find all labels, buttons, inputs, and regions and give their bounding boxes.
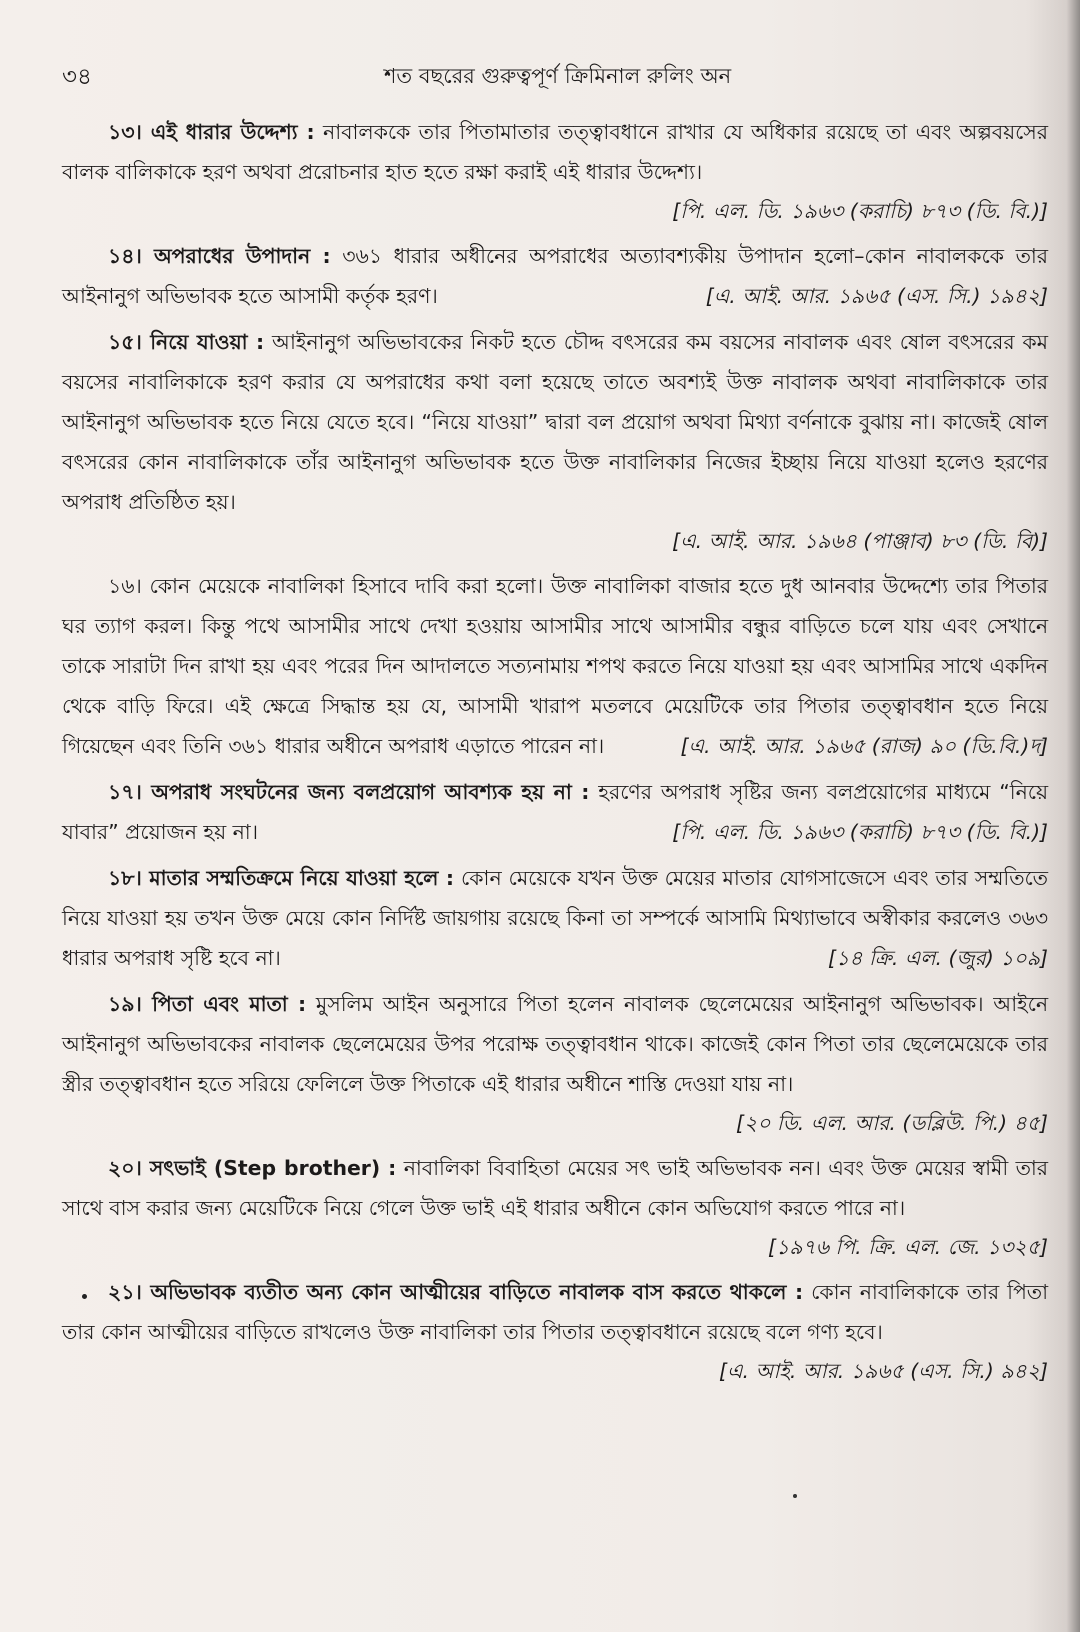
citation: [এ. আই. আর. ১৯৬৫ (এস. সি.) ১৯৪২]: [705, 284, 1048, 308]
paragraph-17: [62, 772, 1048, 852]
paragraph-text: মুসলিম আইন অনুসারে পিতা হলেন নাবালক ছেলেমেয়ের আইনানুগ অভিভাবক। আইনে আইনানুগ অভিভাবকের নাবালক ছেলেমেয়ের উপর পরোক্ষ তত্ত্বাবধান থাকে। কাজেই কোন পিতা তার ছেলেমেয়েকে তার স্ত্রীর তত্ত্বাবধান হতে সরিয়ে ফেলিলে উক্ত পিতাকে এই ধারার অধীনে শাস্তি দেওয়া যায় না।: [62, 992, 1048, 1096]
paragraph-text: কোন মেয়েকে যখন উক্ত মেয়ের মাতার যোগসাজেসে এবং তার সম্মতিতে নিয়ে যাওয়া হয় তখন উক্ত মেয়ে কোন নির্দিষ্ট জায়গায় রয়েছে কিনা তা সম্পর্কে আসামি মিথ্যাভাবে অস্বীকার করলেও ৩৬৩ ধারার অপরাধ সৃষ্টি হবে না।: [62, 866, 1048, 970]
paragraph-heading: ১৪। অপরাধের উপাদান :: [108, 244, 331, 268]
citation: [পি. এল. ডি. ১৯৬৩ (করাচি) ৮৭৩ (ডি. বি.)]: [672, 199, 1048, 223]
paragraph-20: [62, 1148, 1048, 1228]
paragraph-heading: ১৩। এই ধারার উদ্দেশ্য :: [108, 120, 315, 144]
paragraph-21: [62, 1272, 1048, 1352]
citation: [১৯৭৬ পি. ক্রি. এল. জে. ১৩২৫]: [768, 1235, 1048, 1259]
paragraph-15: [62, 322, 1048, 522]
ink-speck: [82, 1294, 87, 1299]
page-number: ৩৪: [62, 64, 92, 90]
paragraph-text: নাবালিকা বিবাহিতা মেয়ের সৎ ভাই অভিভাবক নন। এবং উক্ত মেয়ের স্বামী তার সাথে বাস করার জন্য মেয়েটিকে নিয়ে গেলে উক্ত ভাই এই ধারার অধীনে কোন অভিযোগ করতে পারে না।: [62, 1156, 1048, 1220]
paragraph-14: [62, 236, 1048, 316]
paragraph-16: [62, 566, 1048, 766]
citation: [১৪ ক্রি. এল. (জুর) ১০৯]: [828, 946, 1048, 970]
paragraph-heading: ২১। অভিভাবক ব্যতীত অন্য কোন আত্মীয়ের বাড়িতে নাবালক বাস করতে থাকলে :: [108, 1280, 804, 1304]
citation: [এ. আই. আর. ১৯৬৫ (রাজ) ৯০ (ডি.বি.)দ]: [680, 734, 1048, 758]
paragraph-heading: ১৭। অপরাধ সংঘটনের জন্য বলপ্রয়োগ আবশ্যক হয় না :: [108, 780, 590, 804]
paragraph-text: নাবালককে তার পিতামাতার তত্ত্বাবধানে রাখার যে অধিকার রয়েছে তা এবং অল্পবয়সের বালক বালিকাকে হরণ অথবা প্ররোচনার হাত হতে রক্ষা করাই এই ধারার উদ্দেশ্য।: [62, 120, 1048, 184]
paragraph-19: [62, 984, 1048, 1104]
paragraph-heading: ২০। সৎভাই (Step brother) :: [108, 1156, 397, 1180]
citation: [এ. আই. আর. ১৯৬৪ (পাঞ্জাব) ৮৩ (ডি. বি)]: [672, 529, 1048, 553]
page-body: [62, 112, 1048, 1396]
paragraph-text: আইনানুগ অভিভাবকের নিকট হতে চৌদ্দ বৎসরের কম বয়সের নাবালক এবং ষোল বৎসরের কম বয়সের নাবালিকাকে হরণ করার যে অপরাধের কথা বলা হয়েছে তাতে অবশ্যই উক্ত নাবালক অথবা নাবালিকাকে তার আইনানুগ অভিভাবক হতে নিয়ে যেতে হবে। “নিয়ে যাওয়া” দ্বারা বল প্রয়োগ অথবা মিথ্যা বর্ণনাকে বুঝায় না। কাজেই ষোল বৎসরের কোন নাবালিকাকে তাঁর আইনানুগ অভিভাবক হতে উক্ত নাবালিকার নিজের ইচ্ছায় নিয়ে যাওয়া হলেও হরণের অপরাধ প্রতিষ্ঠিত হয়।: [62, 330, 1048, 514]
paragraph-text: হরণের অপরাধ সৃষ্টির জন্য বলপ্রয়োগের মাধ্যমে “নিয়ে যাবার” প্রয়োজন হয় না।: [62, 780, 1049, 844]
book-spine-shadow: [1066, 0, 1080, 1632]
paragraph-text: ৩৬১ ধারার অধীনের অপরাধের অত্যাবশ্যকীয় উপাদান হলো–কোন নাবালককে তার আইনানুগ অভিভাবক হতে আসামী কর্তৃক হরণ।: [62, 244, 1048, 308]
citation: [এ. আই. আর. ১৯৬৫ (এস. সি.) ৯৪২]: [719, 1359, 1048, 1383]
paragraph-13: [62, 112, 1048, 192]
paragraph-heading: ১৯। পিতা এবং মাতা :: [108, 992, 307, 1016]
paragraph-18: [62, 858, 1048, 978]
paragraph-heading: ১৮। মাতার সম্মতিক্রমে নিয়ে যাওয়া হলে :: [108, 866, 455, 890]
running-title: শত বছরের গুরুত্বপূর্ণ ক্রিমিনাল রুলিং অন: [384, 64, 732, 88]
citation: [পি. এল. ডি. ১৯৬৩ (করাচি) ৮৭৩ (ডি. বি.)]: [672, 820, 1048, 844]
paragraph-heading: ১৫। নিয়ে যাওয়া :: [108, 330, 265, 354]
citation: [২০ ডি. এল. আর. (ডব্লিউ. পি.) ৪৫]: [735, 1111, 1048, 1135]
paragraph-text: কোন নাবালিকাকে তার পিতা তার কোন আত্মীয়ের বাড়িতে রাখলেও উক্ত নাবালিকা তার পিতার তত্ত্বাবধানে রয়েছে বলে গণ্য হবে।: [62, 1280, 1049, 1344]
page-header: [62, 58, 1042, 92]
ink-speck: [793, 1494, 797, 1498]
paragraph-text: ১৬। কোন মেয়েকে নাবালিকা হিসাবে দাবি করা হলো। উক্ত নাবালিকা বাজার হতে দুধ আনবার উদ্দেশ্যে তার পিতার ঘর ত্যাগ করল। কিন্তু পথে আসামীর সাথে দেখা হওয়ায় আসামীর সাথে আসামীর বন্ধুর বাড়িতে চলে যায় এবং সেখানে তাকে সারাটা দিন রাখা হয় এবং পরের দিন আদালতে সত্যনামায় শপথ করতে নিয়ে যাওয়া হয় এবং আসামির সাথে একদিন থেকে বাড়ি ফিরে। এই ক্ষেত্রে সিদ্ধান্ত হয় যে, আসামী খারাপ মতলবে মেয়েটিকে তার পিতার তত্ত্বাবধান হতে নিয়ে গিয়েছেন এবং তিনি ৩৬১ ধারার অধীনে অপরাধ এড়াতে পারেন না।: [62, 574, 1048, 758]
